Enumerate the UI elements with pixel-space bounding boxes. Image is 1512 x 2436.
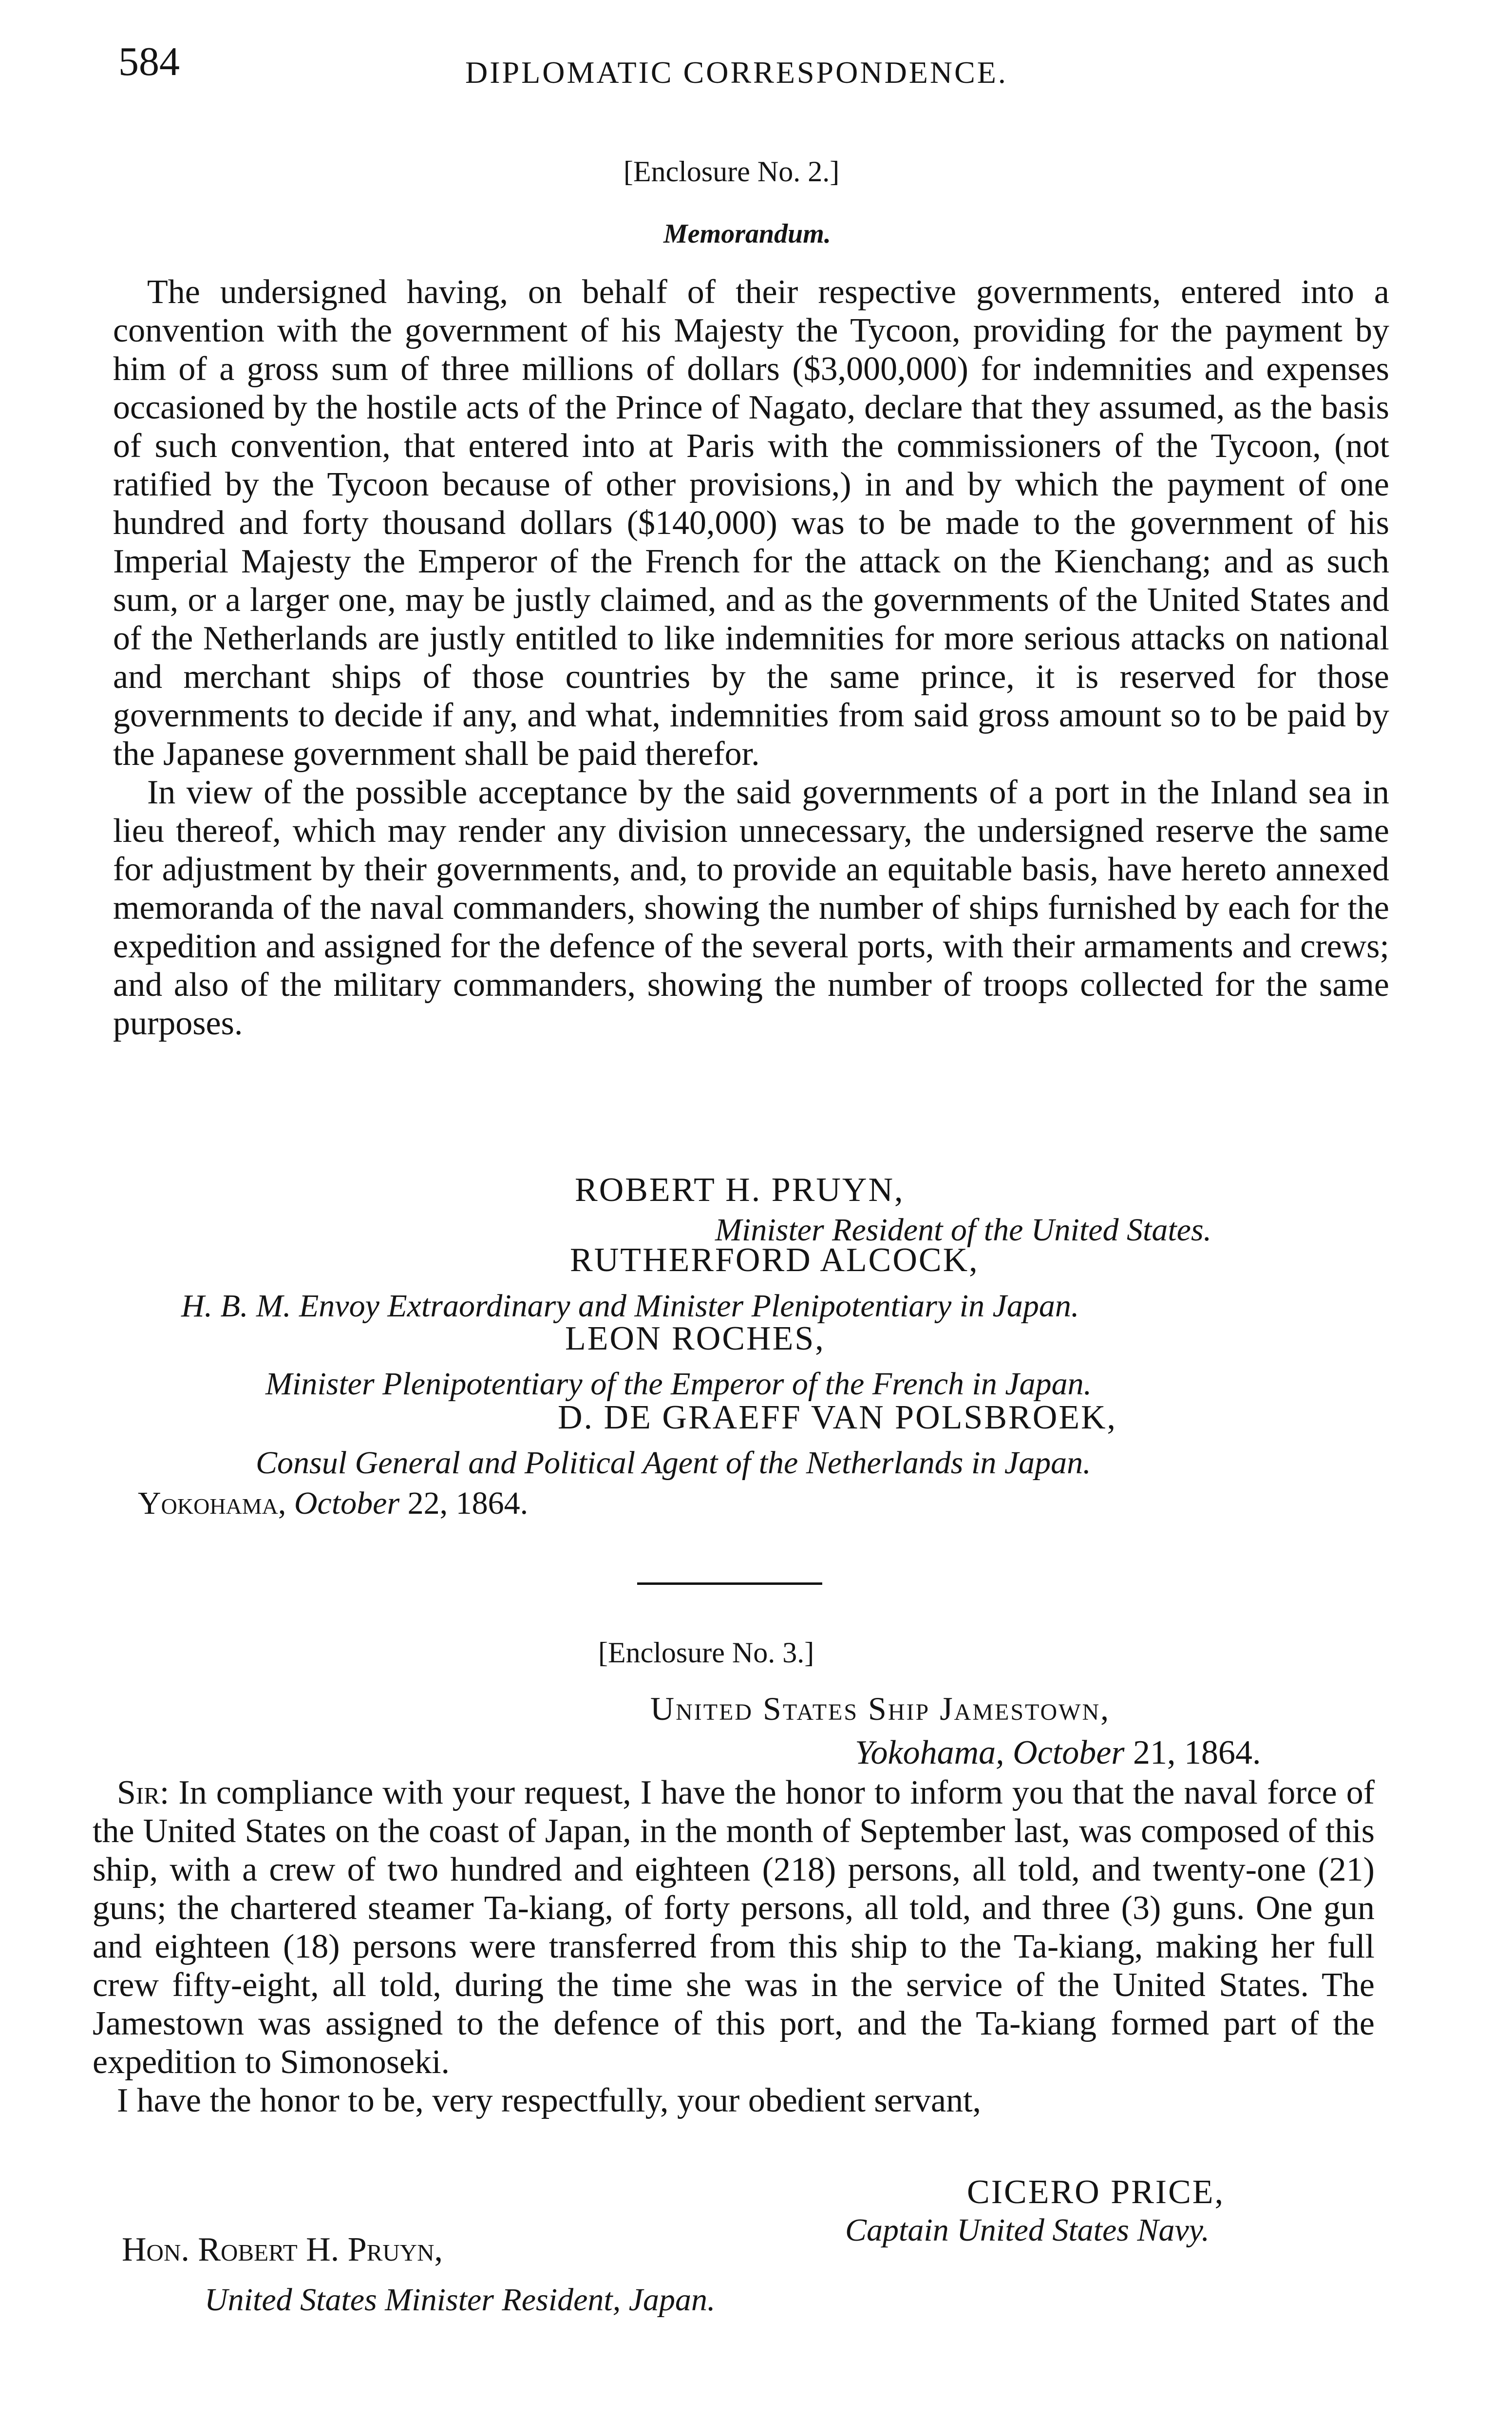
signatory-name-polsbroek: D. DE GRAEFF VAN POLSBROEK, bbox=[558, 1399, 1117, 1436]
signatory-name-roches: LEON ROCHES, bbox=[565, 1320, 825, 1357]
dateline-place: Yokohama, bbox=[138, 1485, 286, 1521]
letter-body-text: In compliance with your request, I have the honor to inform you that the naval force of the United States on the coast of Japan, in the month of September last, was composed of this ship, with a crew of two hundred and eighteen (218) persons, all told, and twenty-one (21) guns; the chartered steamer Ta-kiang, of forty persons, all told, and three (3) guns. One gun and eighteen (18) persons were transferred from this ship to the Ta-kiang, making her full crew fifty-eight, all told, during the time she was in the service of the United States. The Jamestown was assigned to the defence of this port, and the Ta-kiang formed part of the expedition to Simonoseki. bbox=[93, 1774, 1375, 2081]
memorandum-paragraph-2: In view of the possible acceptance by the said governments of a port in the Inland sea in lieu thereof, which may render any division unnecessary, the undersigned reserve the same for adjustment by their governments, and, to provide an equitable basis, have hereto annexed memoranda of the naval commanders, showing the number of ships furnished by each for the expedition and assigned for the defence of the several ports, with their armaments and crews; and also of the military commanders, showing the number of troops collected for the same purposes. bbox=[113, 774, 1389, 1042]
letter-body bbox=[93, 1773, 1375, 2120]
signatory-title-polsbroek: Consul General and Political Agent of the Netherlands in Japan. bbox=[256, 1445, 1091, 1481]
letter-signer-name: CICERO PRICE, bbox=[967, 2173, 1225, 2211]
memorandum-title: Memorandum. bbox=[663, 219, 831, 249]
signatory-title-pruyn: Minister Resident of the United States. bbox=[715, 1212, 1212, 1248]
addressee-title: United States Minister Resident, Japan. bbox=[205, 2282, 716, 2318]
memorandum-body bbox=[113, 273, 1389, 1043]
letter-month: October bbox=[1013, 1734, 1125, 1771]
running-head: DIPLOMATIC CORRESPONDENCE. bbox=[465, 55, 1008, 90]
enclosure-3-label: [Enclosure No. 3.] bbox=[598, 1637, 814, 1669]
dateline-month: October bbox=[294, 1485, 400, 1521]
signatory-title-alcock: H. B. M. Envoy Extraordinary and Minister Plenipotentiary in Japan. bbox=[181, 1288, 1079, 1324]
enclosure-2-label: [Enclosure No. 2.] bbox=[624, 155, 840, 188]
addressee-name bbox=[122, 2230, 443, 2269]
section-divider bbox=[637, 1582, 822, 1585]
memorandum-dateline bbox=[138, 1485, 528, 1522]
letter-signer-title: Captain United States Navy. bbox=[845, 2212, 1210, 2248]
letter-place: Yokohama, bbox=[855, 1734, 1004, 1771]
signatory-name-alcock: RUTHERFORD ALCOCK, bbox=[570, 1241, 979, 1279]
letter-place-date bbox=[855, 1733, 1261, 1772]
addressee-name-text: Hon. Robert H. Pruyn, bbox=[122, 2231, 443, 2268]
signatory-title-roches: Minister Plenipotentiary of the Emperor of the French in Japan. bbox=[265, 1366, 1092, 1402]
letter-day-year: 21, 1864. bbox=[1133, 1734, 1261, 1771]
page-number: 584 bbox=[118, 39, 180, 84]
letter-ship-heading: United States Ship Jamestown, bbox=[650, 1690, 1111, 1727]
memorandum-paragraph-1: The undersigned having, on behalf of their respective governments, entered into a convention with the government of his Majesty the Tycoon, providing for the payment by him of a gross sum of three millions of dollars ($3,000,000) for indemnities and expenses occasioned by the hostile acts of the Prince of Nagato, declare that they assumed, as the basis of such convention, that entered into at Paris with the commissioners of the Tycoon, (not ratified by the Tycoon because of other provisions,) in and by which the payment of one hundred and forty thousand dollars ($140,000) was to be made to the government of his Imperial Majesty the Emperor of the French for the attack on the Kienchang; and as such sum, or a larger one, may be justly claimed, and as the governments of the United States and of the Netherlands are justly entitled to like indemnities for more serious attacks on national and merchant ships of those countries by the same prince, it is reserved for those governments to decide if any, and what, indemnities from said gross amount so to be paid by the Japanese government shall be paid therefor. bbox=[113, 273, 1389, 773]
letter-salutation: Sir: bbox=[117, 1774, 170, 1811]
letter-closing: I have the honor to be, very respectfully, your obedient servant, bbox=[117, 2082, 982, 2119]
dateline-day-year: 22, 1864. bbox=[407, 1485, 529, 1521]
letter-paragraph bbox=[93, 1773, 1375, 2081]
signatory-name-pruyn: ROBERT H. PRUYN, bbox=[575, 1171, 905, 1209]
